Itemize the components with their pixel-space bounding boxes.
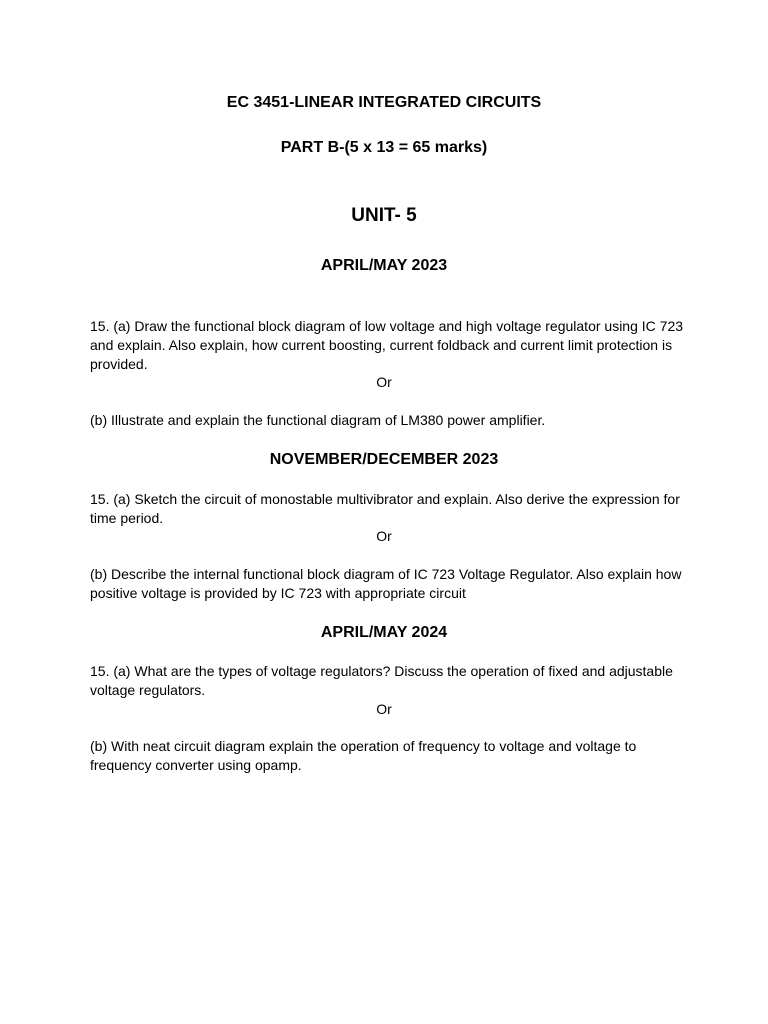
session-title-nov-dec-2023: NOVEMBER/DECEMBER 2023 xyxy=(269,451,499,468)
question-15a-apr-may-2023: 15. (a) Draw the functional block diagram of low voltage and high voltage regulator using IC 723 and explain. Also explain, how current boosting, current foldback and current limit protection is provided. xyxy=(90,318,684,372)
or-separator: Or xyxy=(376,701,392,717)
course-title: EC 3451-LINEAR INTEGRATED CIRCUITS xyxy=(226,94,542,111)
question-15b-apr-may-2023: (b) Illustrate and explain the functional diagram of LM380 power amplifier. xyxy=(90,412,546,428)
unit-title: UNIT- 5 xyxy=(351,205,417,226)
question-15b-apr-may-2024: (b) With neat circuit diagram explain the operation of frequency to voltage and voltage to frequency converter using opamp. xyxy=(90,738,637,773)
or-separator: Or xyxy=(376,374,392,390)
question-15a-nov-dec-2023: 15. (a) Sketch the circuit of monostable multivibrator and explain. Also derive the expression for time period. xyxy=(90,491,680,526)
or-separator: Or xyxy=(376,528,392,544)
part-title: PART B-(5 x 13 = 65 marks) xyxy=(280,139,488,156)
session-title-apr-may-2024: APRIL/MAY 2024 xyxy=(320,624,448,641)
question-15a-apr-may-2024: 15. (a) What are the types of voltage regulators? Discuss the operation of fixed and adjustable voltage regulators. xyxy=(90,663,673,698)
question-15b-nov-dec-2023: (b) Describe the internal functional block diagram of IC 723 Voltage Regulator. Also explain how positive voltage is provided by IC 723 with appropriate circuit xyxy=(90,566,682,601)
session-title-apr-may-2023: APRIL/MAY 2023 xyxy=(320,257,448,274)
